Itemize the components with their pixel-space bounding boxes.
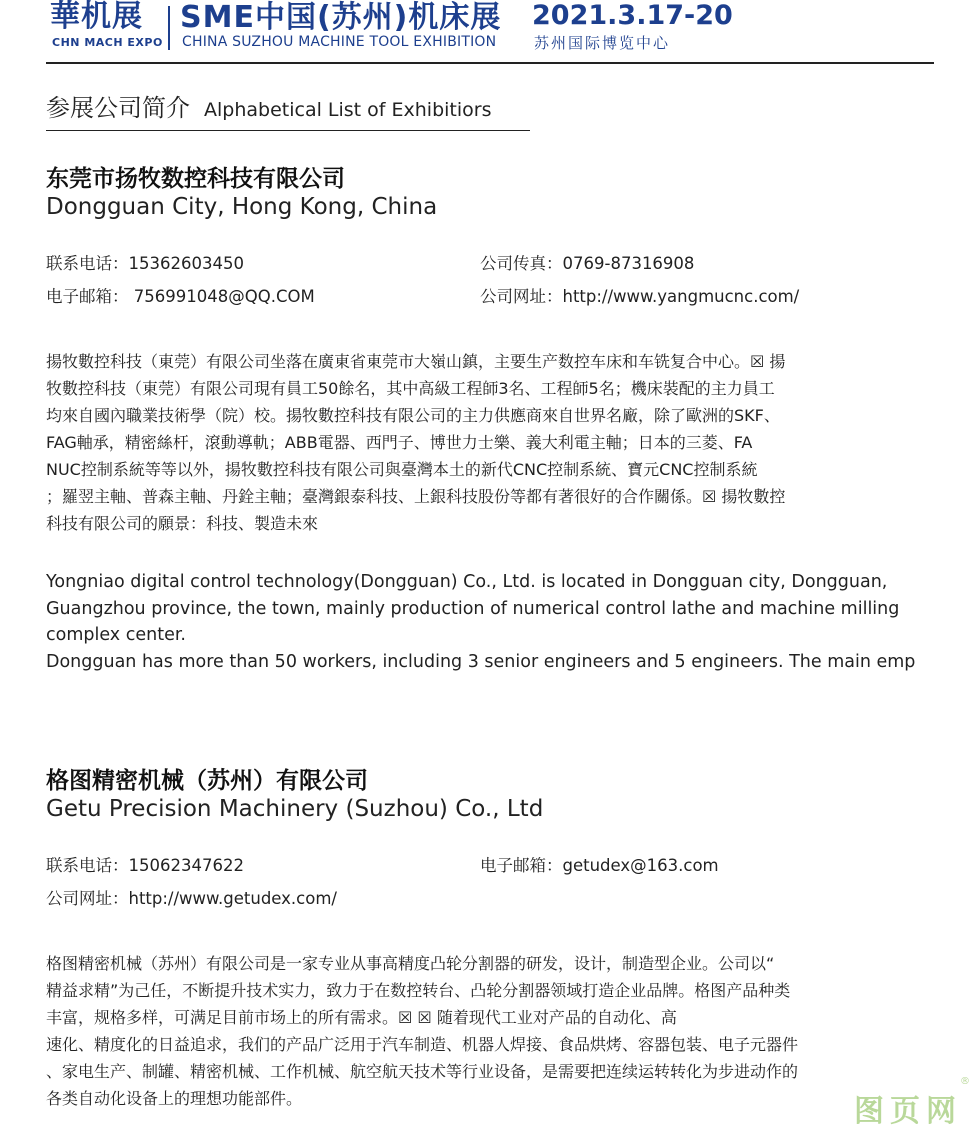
description-line: 速化、精度化的日益追求，我们的产品广泛用于汽车制造、机器人焊接、食品烘烤、容器包装、电子元器件 — [46, 1035, 799, 1054]
header-rule — [46, 62, 934, 64]
company-name-cn: 格图精密机械（苏州）有限公司 — [46, 768, 368, 794]
company-description-cn — [46, 348, 926, 537]
exhibition-subtitle: CHINA SUZHOU MACHINE TOOL EXHIBITION — [182, 34, 497, 50]
company-website: 公司网址：http://www.getudex.com/ — [46, 889, 337, 908]
description-line: complex center. — [46, 625, 186, 645]
header-divider — [168, 6, 170, 50]
description-line: 揚牧數控科技（東莞）有限公司坐落在廣東省東莞市大嶺山鎮，主要生产数控车床和车铣复合中心。☒ 揚 — [46, 352, 786, 371]
description-line: ；羅翌主軸、普森主軸、丹銓主軸；臺灣銀泰科技、上銀科技股份等都有著很好的合作關係。☒ 揚牧數控 — [46, 487, 786, 506]
description-line: 各类自动化设备上的理想功能部件。 — [46, 1089, 303, 1108]
description-line: 精益求精”为己任，不断提升技术实力，致力于在数控转台、凸轮分割器领域打造企业品牌。格图产品种类 — [46, 981, 791, 1000]
description-line: 牧數控科技（東莞）有限公司現有員工50餘名，其中高級工程師3名、工程師5名；機床裝配的主力員工 — [46, 379, 775, 398]
company-phone: 联系电话：15062347622 — [46, 856, 244, 875]
exhibition-title: SME中国(苏州)机床展 — [180, 0, 502, 35]
description-line: 格图精密机械（苏州）有限公司是一家专业从事高精度凸轮分割器的研发，设计，制造型企业。公司以“ — [46, 954, 775, 973]
company-website: 公司网址：http://www.yangmucnc.com/ — [480, 287, 800, 306]
description-line: Dongguan has more than 50 workers, including 3 senior engineers and 5 engineers. The main emp — [46, 651, 916, 672]
company-name-en: Dongguan City, Hong Kong, China — [46, 194, 438, 220]
description-line: 科技有限公司的願景：科技、製造未來 — [46, 514, 319, 533]
description-line: 丰富，规格多样，可满足目前市场上的所有需求。☒ ☒ 随着现代工业对产品的自动化、高 — [46, 1008, 677, 1027]
description-line: Guangzhou province, the town, mainly production of numerical control lathe and machine milling — [46, 598, 900, 619]
company-email: 电子邮箱： 756991048@QQ.COM — [46, 287, 315, 306]
company-description-cn — [46, 950, 926, 1112]
exhibition-venue: 苏州国际博览中心 — [534, 34, 671, 52]
exhibition-date: 2021.3.17-20 — [532, 0, 733, 31]
watermark: 图页网 — [854, 1094, 962, 1129]
description-line: Yongniao digital control technology(Dongguan) Co., Ltd. is located in Dongguan city, Dongguan, — [46, 572, 888, 592]
company-fax: 公司传真：0769-87316908 — [480, 254, 695, 273]
description-line: NUC控制系統等等以外，揚牧數控科技有限公司與臺灣本土的新代CNC控制系統、寶元CNC控制系統 — [46, 460, 758, 479]
company-phone: 联系电话：15362603450 — [46, 254, 244, 273]
section-rule — [46, 130, 530, 131]
section-title-en: Alphabetical List of Exhibitiors — [204, 99, 492, 121]
section-title — [46, 88, 492, 123]
section-title-cn: 参展公司简介 — [46, 94, 190, 122]
description-line: FAG軸承，精密絲杆，滾動導軌；ABB電器、西門子、博世力士樂、義大利電主軸；日本的三菱、FA — [46, 433, 753, 452]
description-line: 、家电生产、制罐、精密机械、工作机械、航空航天技术等行业设备，是需要把连续运转转化为步进动作的 — [46, 1062, 799, 1081]
expo-logo-en: CHN MACH EXPO — [52, 36, 163, 49]
registered-mark: ® — [960, 1076, 970, 1087]
company-name-en: Getu Precision Machinery (Suzhou) Co., Ltd — [46, 796, 544, 822]
description-line: 均來自國內職業技術學（院）校。揚牧數控科技有限公司的主力供應商來自世界名廠，除了歐洲的SKF、 — [46, 406, 780, 425]
company-description-en — [46, 569, 926, 675]
company-email: 电子邮箱：getudex@163.com — [480, 856, 719, 875]
expo-logo-cn: 華机展 — [50, 0, 143, 34]
company-name-cn: 东莞市扬牧数控科技有限公司 — [46, 166, 345, 192]
